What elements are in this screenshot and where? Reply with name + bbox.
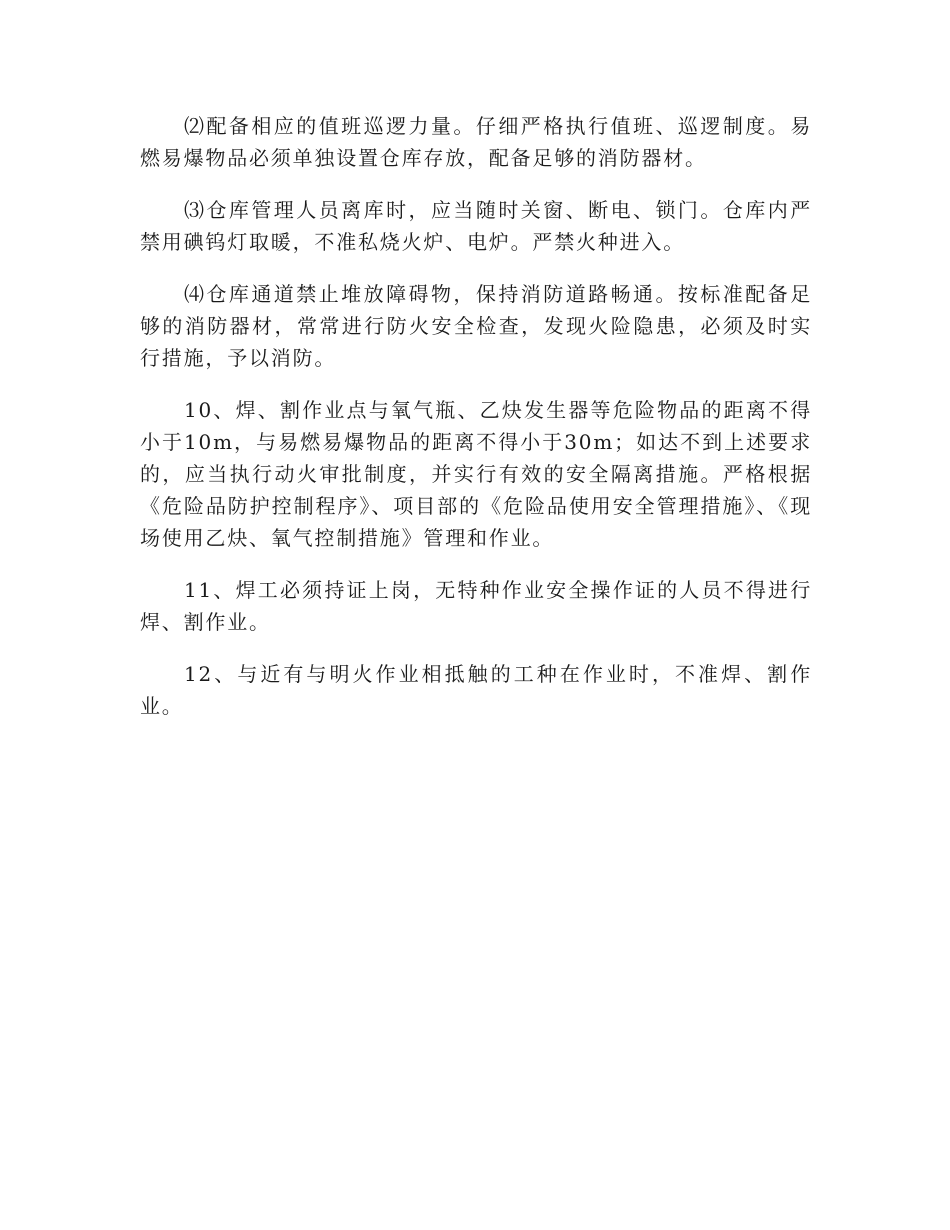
- paragraph-item-2: ⑵配备相应的值班巡逻力量。仔细严格执行值班、巡逻制度。易燃易爆物品必须单独设置仓库存放，配备足够的消防器材。: [140, 114, 812, 170]
- paragraph-item-3: ⑶仓库管理人员离库时，应当随时关窗、断电、锁门。仓库内严禁用碘钨灯取暖，不准私烧火炉、电炉。严禁火种进入。: [140, 198, 812, 254]
- paragraph-item-10: 10、焊、割作业点与氧气瓶、乙炔发生器等危险物品的距离不得小于10m，与易燃易爆物品的距离不得小于30m；如达不到上述要求的，应当执行动火审批制度，并实行有效的安全隔离措施。严格根据《危险品防护控制程序》、项目部的《危险品使用安全管理措施》、《现场使用乙炔、氧气控制措施》管理和作业。: [140, 398, 812, 550]
- document-body: [140, 110, 812, 742]
- paragraph-item-11: 11、焊工必须持证上岗，无特种作业安全操作证的人员不得进行焊、割作业。: [140, 578, 812, 634]
- paragraph-item-12: 12、与近有与明火作业相抵触的工种在作业时，不准焊、割作业。: [140, 662, 812, 718]
- paragraph-item-4: ⑷仓库通道禁止堆放障碍物，保持消防道路畅通。按标准配备足够的消防器材，常常进行防火安全检查，发现火险隐患，必须及时实行措施，予以消防。: [140, 282, 812, 370]
